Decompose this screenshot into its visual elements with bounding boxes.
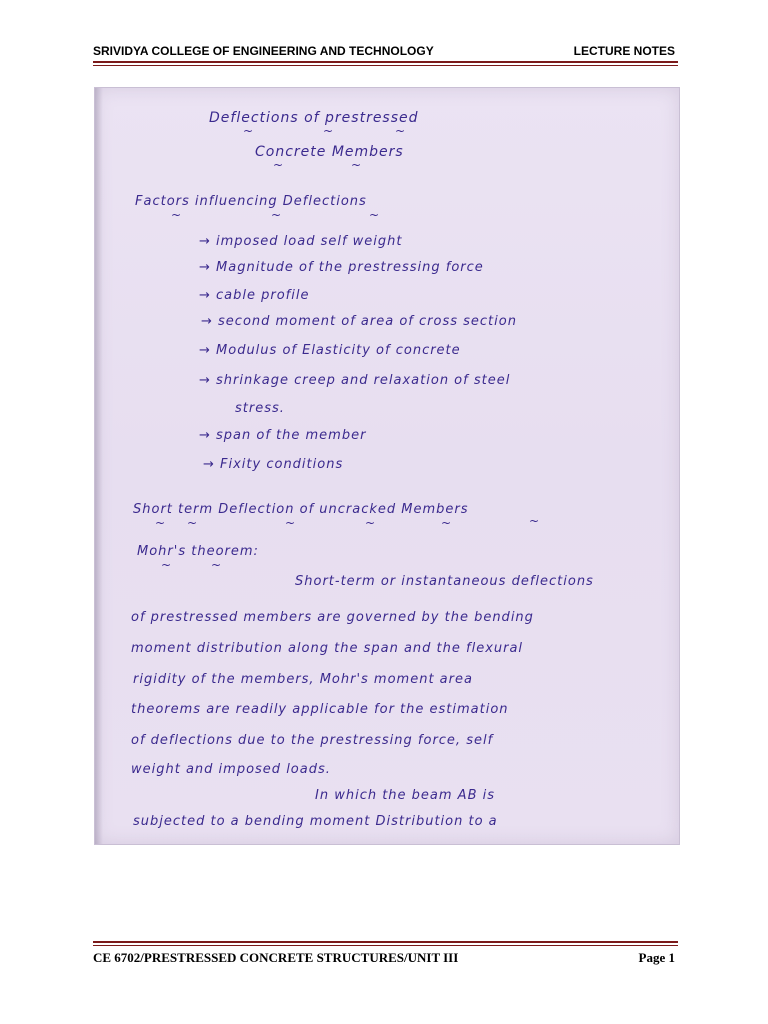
factor-item-continued: stress. xyxy=(235,401,285,416)
paragraph-line: of deflections due to the prestressing force, self xyxy=(131,733,494,748)
paragraph-line: rigidity of the members, Mohr's moment area xyxy=(133,672,473,687)
course-unit: CE 6702/PRESTRESSED CONCRETE STRUCTURES/UNIT III xyxy=(93,950,459,965)
factor-item: → Magnitude of the prestressing force xyxy=(199,260,484,275)
page-number: Page 1 xyxy=(638,950,675,965)
factor-item: → imposed load self weight xyxy=(199,234,403,249)
underline-mark: ~ xyxy=(187,516,198,530)
underline-mark: ~ xyxy=(243,124,254,138)
factors-heading: Factors influencing Deflections xyxy=(135,194,367,209)
underline-mark: ~ xyxy=(271,208,282,222)
underline-mark: ~ xyxy=(529,514,540,528)
paragraph-line: theorems are readily applicable for the estimation xyxy=(131,702,509,717)
underline-mark: ~ xyxy=(155,516,166,530)
page-header xyxy=(93,42,675,60)
document-type: LECTURE NOTES xyxy=(573,44,675,58)
paragraph-line: moment distribution along the span and the flexural xyxy=(131,641,524,656)
footer-rule-thin xyxy=(93,945,678,946)
paragraph-line: In which the beam AB is xyxy=(315,788,496,803)
notes-title-line1: Deflections of prestressed xyxy=(209,110,419,126)
underline-mark: ~ xyxy=(323,124,334,138)
underline-mark: ~ xyxy=(171,208,182,222)
underline-mark: ~ xyxy=(161,558,172,572)
factor-item: → cable profile xyxy=(199,288,310,303)
underline-mark: ~ xyxy=(285,516,296,530)
footer-rule xyxy=(93,941,678,943)
institution-name: SRIVIDYA COLLEGE OF ENGINEERING AND TECHNOLOGY xyxy=(93,44,434,58)
paragraph-line: weight and imposed loads. xyxy=(131,762,331,777)
underline-mark: ~ xyxy=(365,516,376,530)
factor-item: → span of the member xyxy=(199,428,367,443)
factor-item: → second moment of area of cross section xyxy=(201,314,517,329)
short-term-heading: Short term Deflection of uncracked Members xyxy=(133,502,469,517)
mohr-heading: Mohr's theorem: xyxy=(137,544,259,559)
notes-title-line2: Concrete Members xyxy=(255,144,404,160)
handwritten-notes-scan xyxy=(94,87,680,845)
header-rule-thin xyxy=(93,65,678,66)
paragraph-line: of prestressed members are governed by the bending xyxy=(131,610,534,625)
underline-mark: ~ xyxy=(351,158,362,172)
underline-mark: ~ xyxy=(395,124,406,138)
underline-mark: ~ xyxy=(211,558,222,572)
underline-mark: ~ xyxy=(273,158,284,172)
factor-item: → Modulus of Elasticity of concrete xyxy=(199,343,461,358)
underline-mark: ~ xyxy=(441,516,452,530)
paragraph-line: subjected to a bending moment Distribution to a xyxy=(133,814,498,829)
page-footer xyxy=(93,948,675,966)
header-rule xyxy=(93,61,678,63)
underline-mark: ~ xyxy=(369,208,380,222)
factor-item: → Fixity conditions xyxy=(203,457,344,472)
paragraph-line: Short-term or instantaneous deflections xyxy=(295,574,594,589)
scan-edge-shadow xyxy=(95,88,103,844)
factor-item: → shrinkage creep and relaxation of steel xyxy=(199,373,511,388)
